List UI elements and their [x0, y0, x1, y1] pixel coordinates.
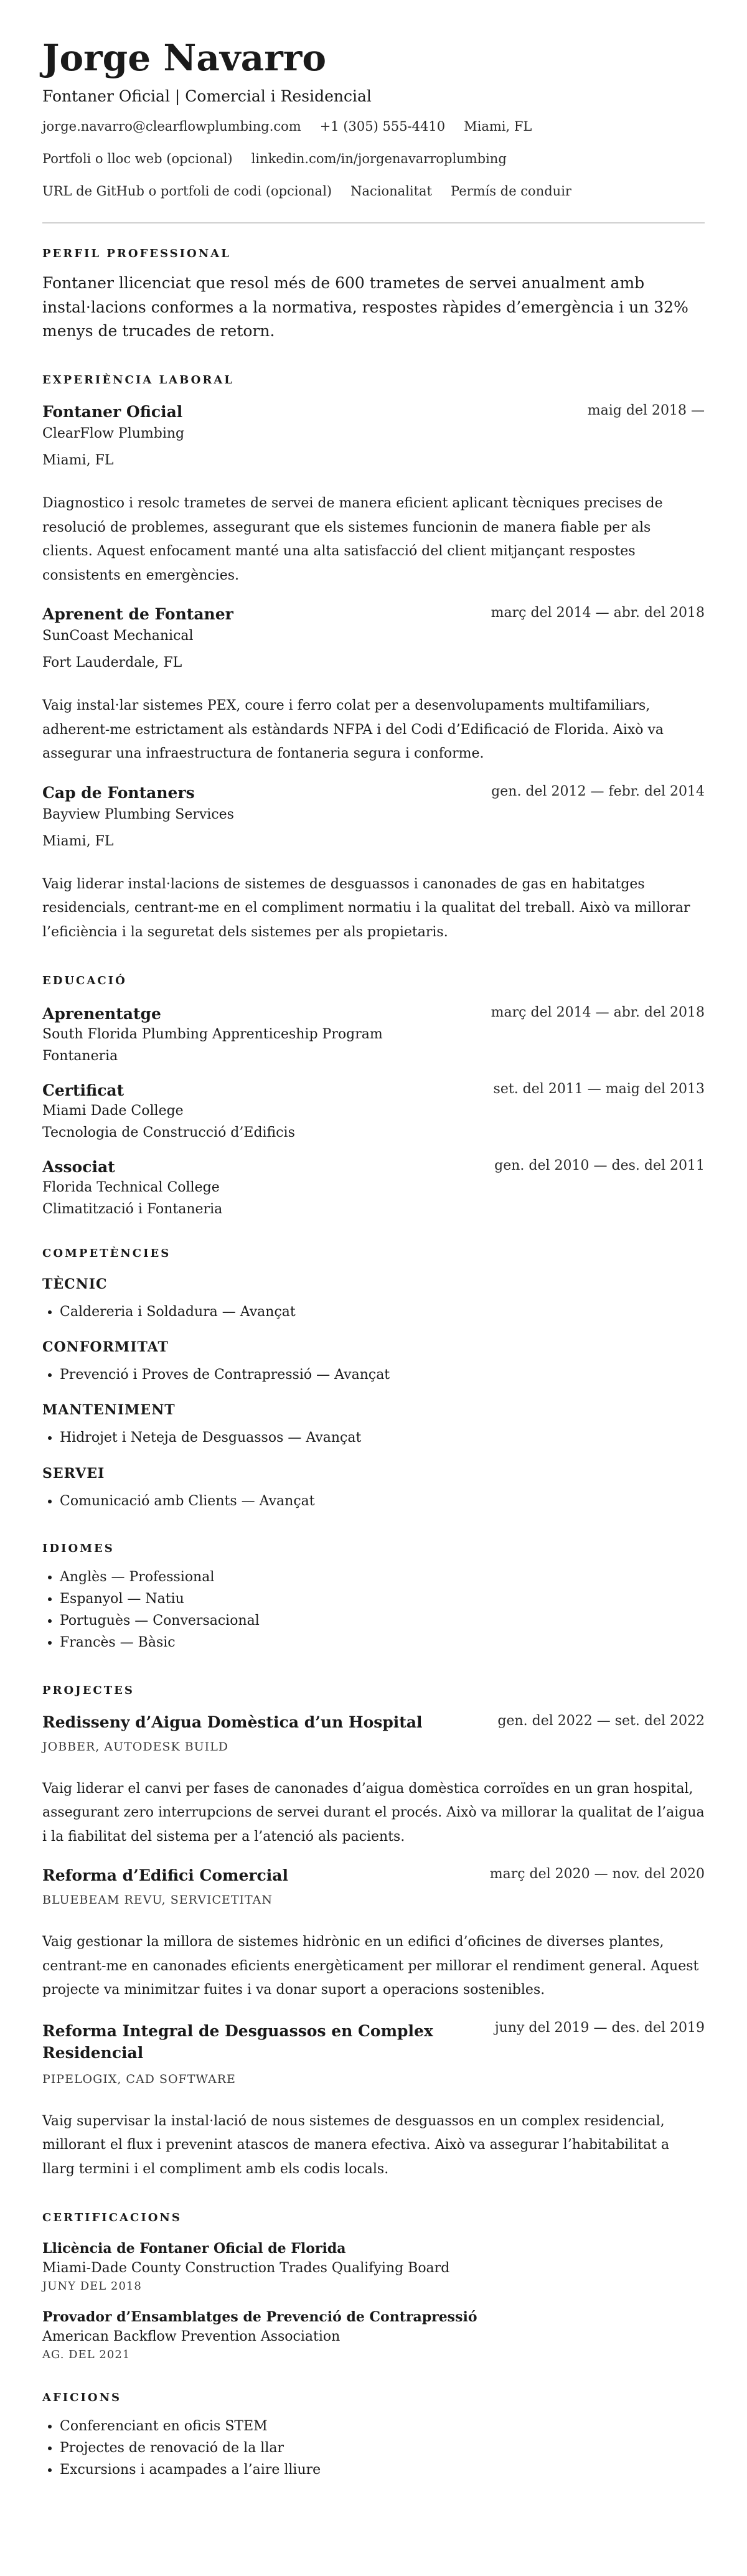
experience-title: EXPERIÈNCIA LABORAL: [42, 374, 234, 387]
certifications-title: CERTIFICACIONS: [42, 2211, 182, 2225]
hobby-list: [42, 2415, 705, 2481]
certification-date: JUNY DEL 2018: [42, 2280, 142, 2293]
candidate-name: Jorge Navarro: [42, 37, 327, 79]
job-description: Vaig instal·lar sistemes PEX, coure i ferro colat per a desenvolupaments multifamiliars, adherent-me estrictament als estàndards NFPA i del Codi d’Edificació de Florida. Això va assegurar una infraestructura de fontaneria segura i conforme.: [42, 698, 664, 762]
certification-item: [42, 2309, 705, 2361]
language-item: • Francès — Bàsic: [60, 1632, 705, 1653]
experience-section: [42, 374, 705, 944]
linkedin-link[interactable]: linkedin.com/in/jorgenavarroplumbing: [251, 151, 507, 166]
nationality-text: Nacionalitat: [350, 183, 433, 199]
projects-section: [42, 1684, 705, 2182]
degree-name: Aprenentatge: [42, 1005, 161, 1023]
certification-name: Llicència de Fontaner Oficial de Florida: [42, 2240, 346, 2257]
education-section: [42, 974, 705, 1217]
project-item: [42, 1866, 705, 2003]
education-item: [42, 1158, 705, 1217]
project-name: Redisseny d’Aigua Domèstica d’un Hospital: [42, 1713, 423, 1731]
degree-name: Associat: [42, 1158, 115, 1177]
phone-number[interactable]: +1 (305) 555-4410: [319, 118, 446, 134]
contact-row-3: [42, 184, 705, 199]
language-item: • Portuguès — Conversacional: [60, 1610, 705, 1632]
candidate-subtitle: Fontaner Oficial | Comercial i Residencial: [42, 87, 372, 105]
education-title: EDUCACIÓ: [42, 974, 127, 988]
skill-item: • Prevenció i Proves de Contrapressió — Avançat: [60, 1364, 705, 1386]
location-text: Miami, FL: [464, 118, 532, 134]
company-name: Bayview Plumbing Services: [42, 806, 234, 822]
language-item: • Espanyol — Natiu: [60, 1588, 705, 1610]
project-item: [42, 2020, 705, 2182]
summary-title: PERFIL PROFESSIONAL: [42, 247, 231, 260]
company-name: SunCoast Mechanical: [42, 628, 194, 644]
project-description: Vaig liderar el canvi per fases de canonades d’aigua domèstica corroïdes en un gran hospital, assegurant zero interrupcions de servei durant el procés. Això va millorar la qualitat de l’aigua i la fiabilitat del sistema per a l’atenció als pacients.: [42, 1780, 705, 1845]
experience-item: [42, 605, 705, 766]
certification-name: Provador d’Ensamblatges de Prevenció de Contrapressió: [42, 2309, 477, 2326]
school-name: South Florida Plumbing Apprenticeship Program: [42, 1027, 383, 1043]
contact-row-1: [42, 119, 705, 134]
skill-category-label: CONFORMITAT: [42, 1339, 169, 1356]
summary-text: Fontaner llicenciat que resol més de 600 trametes de servei anualment amb instal·lacions conformes a la normativa, respostes ràpides d’emergència i un 32% menys de trucades de retorn.: [42, 273, 688, 341]
github-link[interactable]: URL de GitHub o portfoli de codi (opcional): [42, 183, 332, 199]
skill-category-label: TÈCNIC: [42, 1276, 108, 1293]
job-location: Miami, FL: [42, 453, 114, 469]
project-tools: BLUEBEAM REVU, SERVICETITAN: [42, 1893, 273, 1907]
job-description: Diagnostico i resolc trametes de servei de manera eficient aplicant tècniques precises de resolució de problemes, assegurant que els sistemes funcionin de manera fiable per als clients. Aquest enfocament manté una alta satisfacció del client mitjançant respostes consistents en emergències.: [42, 496, 663, 583]
header-divider: [42, 222, 705, 223]
experience-item: [42, 403, 705, 588]
languages-section: [42, 1542, 705, 1654]
hobby-item: • Projectes de renovació de la llar: [60, 2437, 705, 2459]
resume-header: [42, 39, 705, 199]
project-dates: juny del 2019 — des. del 2019: [494, 2019, 705, 2036]
field-of-study: Tecnologia de Construcció d’Edificis: [42, 1125, 295, 1141]
project-tools: PIPELOGIX, CAD SOFTWARE: [42, 2072, 236, 2086]
certification-item: [42, 2240, 705, 2293]
portfolio-link[interactable]: Portfoli o lloc web (opcional): [42, 151, 233, 166]
skill-item: • Caldereria i Soldadura — Avançat: [60, 1301, 705, 1323]
job-description: Vaig liderar instal·lacions de sistemes de desguassos i canonades de gas en habitatges residencials, centrant-me en el compliment normatiu i la qualitat del treball. Això va millorar l’eficiència i la seguretat dels sistemes per als propietaris.: [42, 876, 690, 940]
education-dates: gen. del 2010 — des. del 2011: [494, 1158, 705, 1174]
project-item: [42, 1713, 705, 1850]
languages-title: IDIOMES: [42, 1541, 115, 1555]
hobbies-section: [42, 2391, 705, 2481]
skill-list: [42, 1301, 705, 1323]
job-location: Miami, FL: [42, 833, 114, 849]
hobby-item: • Excursions i acampades a l’aire lliure: [60, 2459, 705, 2481]
skills-section: [42, 1247, 705, 1512]
hobby-item: • Conferenciant en oficis STEM: [60, 2415, 705, 2437]
job-title: Aprenent de Fontaner: [42, 605, 233, 624]
degree-name: Certificat: [42, 1081, 125, 1100]
skills-title: COMPETÈNCIES: [42, 1247, 171, 1261]
job-location: Fort Lauderdale, FL: [42, 655, 182, 671]
job-title: Cap de Fontaners: [42, 783, 195, 802]
field-of-study: Climatització i Fontaneria: [42, 1201, 223, 1218]
job-dates: gen. del 2012 — febr. del 2014: [491, 783, 705, 799]
field-of-study: Fontaneria: [42, 1048, 118, 1065]
company-name: ClearFlow Plumbing: [42, 426, 185, 442]
driving-license-text: Permís de conduir: [451, 183, 571, 199]
hobbies-title: AFICIONS: [42, 2391, 122, 2405]
school-name: Florida Technical College: [42, 1180, 220, 1196]
education-item: [42, 1005, 705, 1064]
job-dates: maig del 2018 —: [587, 403, 705, 419]
project-tools: JOBBER, AUTODESK BUILD: [42, 1739, 229, 1754]
project-name: Reforma Integral de Desguassos en Complex Residencial: [42, 2021, 433, 2062]
education-item: [42, 1081, 705, 1140]
email-link[interactable]: jorge.navarro@clearflowplumbing.com: [42, 118, 301, 134]
skill-list: [42, 1490, 705, 1512]
education-dates: set. del 2011 — maig del 2013: [493, 1081, 705, 1098]
project-dates: gen. del 2022 — set. del 2022: [497, 1713, 705, 1729]
certification-issuer: American Backflow Prevention Association: [42, 2329, 341, 2345]
certification-issuer: Miami-Dade County Construction Trades Qualifying Board: [42, 2260, 450, 2277]
project-description: Vaig supervisar la instal·lació de nous sistemes de desguassos en un complex residencial, millorant el flux i prevenint atascos de manera efectiva. Això va assegurar l’habitabilitat a llarg termini i el compliment amb els codis locals.: [42, 2113, 670, 2177]
education-dates: març del 2014 — abr. del 2018: [491, 1005, 705, 1021]
project-dates: març del 2020 — nov. del 2020: [489, 1866, 705, 1883]
skill-item: • Comunicació amb Clients — Avançat: [60, 1490, 705, 1512]
school-name: Miami Dade College: [42, 1103, 184, 1119]
language-item: • Anglès — Professional: [60, 1566, 705, 1588]
job-dates: març del 2014 — abr. del 2018: [491, 605, 705, 621]
skill-category-label: SERVEI: [42, 1465, 105, 1482]
contact-row-2: [42, 151, 705, 166]
skill-category-label: MANTENIMENT: [42, 1402, 176, 1419]
language-list: [42, 1566, 705, 1654]
certifications-section: [42, 2211, 705, 2361]
job-title: Fontaner Oficial: [42, 403, 183, 421]
summary-section: [42, 247, 705, 344]
experience-item: [42, 784, 705, 945]
certification-date: AG. DEL 2021: [42, 2348, 131, 2362]
skill-list: [42, 1364, 705, 1386]
skill-list: [42, 1427, 705, 1449]
skill-item: • Hidrojet i Neteja de Desguassos — Avançat: [60, 1427, 705, 1449]
project-name: Reforma d’Edifici Comercial: [42, 1866, 288, 1885]
projects-title: PROJECTES: [42, 1683, 134, 1697]
project-description: Vaig gestionar la millora de sistemes hidrònic en un edifici d’oficines de diverses plantes, centrant-me en canonades eficients energèticament per millorar el rendiment general. Aquest projecte va minimitzar fuites i va donar suport a operacions sostenibles.: [42, 1934, 699, 1998]
